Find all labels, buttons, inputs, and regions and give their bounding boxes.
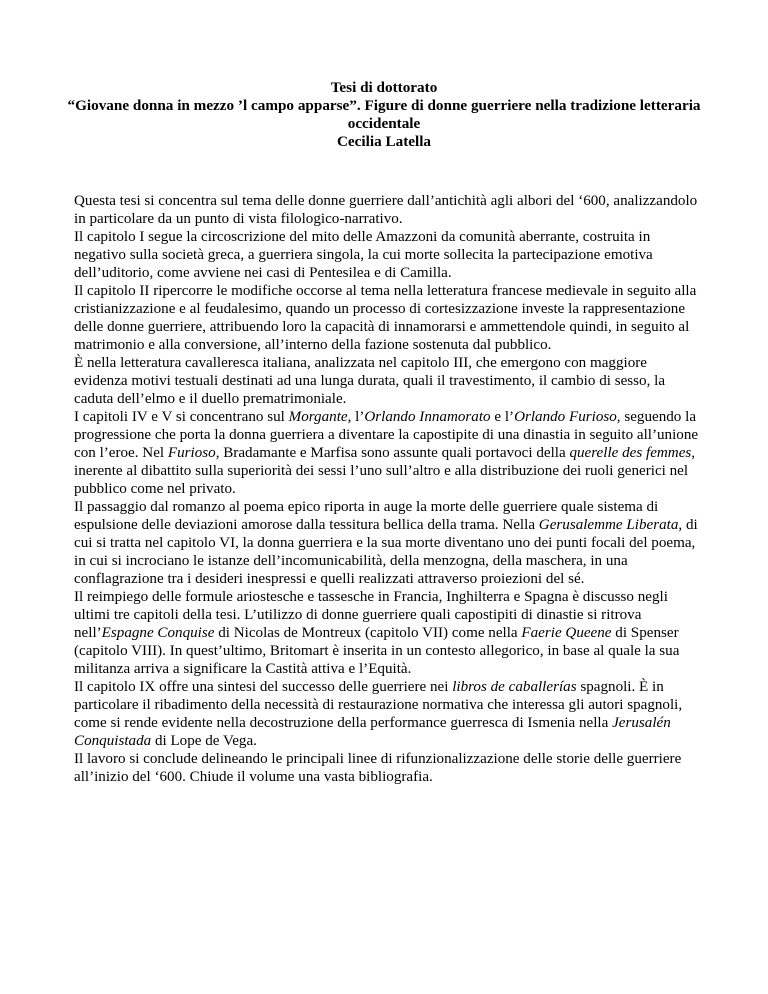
italic-work-title: Gerusalemme Liberata (538, 517, 679, 533)
thesis-title: “Giovane donna in mezzo ’l campo apparse”. Figure di donne guerriere nella tradizione letteraria occidentale (67, 97, 701, 132)
italic-work-title: Jerusalén Conquistada (74, 715, 671, 749)
italic-work-title: Morgante (288, 409, 348, 425)
thesis-type-label: Tesi di dottorato (330, 79, 438, 96)
paragraph-text: , di cui si tratta nel capitolo VI, la donna guerriera e la sua morte diventano uno dei punti focali del poema, in cui si incrociano le istanze dell’incomunicabilità, della menzogna, della maschera, in una conflagrazione tra i desideri inespressi e quelli realizzati attraverso proiezioni del sé. (74, 517, 698, 587)
paragraph-text: Il reimpiego delle formule ariostesche e tassesche in Francia, Inghilterra e Spagna è discusso negli ultimi tre capitoli della tesi. L’utilizzo di donne guerriere quali capostipiti di dinastie si ritrova nell’ (74, 589, 668, 641)
abstract-body (74, 192, 700, 786)
italic-work-title: Furioso (167, 445, 216, 461)
abstract-paragraph (74, 498, 700, 588)
abstract-paragraph (74, 678, 700, 750)
italic-work-title: querelle des femmes (569, 445, 692, 461)
paragraph-text: Il capitolo II ripercorre le modifiche occorse al tema nella letteratura francese medievale in seguito alla cristianizzazione e al feudalesimo, quando un processo di cortesizzazione investe la rappresentazione delle donne guerriere, attribuendo loro la capacità di innamorarsi e ammettendole quindi, in seguito al matrimonio e alla conversione, all’interno della fazione sostenuta dal pubblico. (74, 283, 697, 353)
paragraph-text: Il passaggio dal romanzo al poema epico riporta in auge la morte delle guerriere quale sistema di espulsione delle deviazioni amorose dalla tessitura bellica della trama. Nella (74, 499, 659, 533)
abstract-paragraph (74, 588, 700, 678)
paragraph-text: , l’ (347, 409, 365, 425)
abstract-paragraph (74, 750, 700, 786)
italic-work-title: libros de caballerías (452, 679, 577, 695)
paragraph-text: e l’ (490, 409, 515, 425)
paragraph-text: , Bradamante e Marfisa sono assunte quali portavoci della (215, 445, 570, 461)
paragraph-text: spagnoli. È in particolare il ribadimento della necessità di restaurazione normativa che interessa gli autori spagnoli, come si rende evidente nella decostruzione della performance guerresca di Ismenia nella (74, 679, 683, 731)
paragraph-text: Questa tesi si concentra sul tema delle donne guerriere dall’antichità agli albori del ‘600, analizzandolo in particolare da un punto di vista filologico-narrativo. (74, 193, 698, 227)
abstract-paragraph (74, 228, 700, 282)
abstract-paragraph (74, 408, 700, 498)
abstract-paragraph (74, 192, 700, 228)
paragraph-text: Il lavoro si conclude delineando le principali linee di rifunzionalizzazione delle storie delle guerriere all’inizio del ‘600. Chiude il volume una vasta bibliografia. (74, 751, 682, 785)
paragraph-text: di Nicolas de Montreux (capitolo VII) come nella (214, 625, 522, 641)
paragraph-text: di Lope de Vega. (151, 733, 257, 749)
italic-work-title: Orlando Furioso (514, 409, 617, 425)
italic-work-title: Espagne Conquise (101, 625, 215, 641)
thesis-author: Cecilia Latella (336, 133, 432, 150)
italic-work-title: Orlando Innamorato (364, 409, 491, 425)
paragraph-text: Il capitolo IX offre una sintesi del successo delle guerriere nei (74, 679, 453, 695)
paragraph-text: , seguendo la progressione che porta la donna guerriera a diventare la capostipite di una dinastia in seguito all’unione con l’eroe. Nel (74, 409, 699, 461)
paragraph-text: di Spenser (capitolo VIII). In quest’ultimo, Britomart è inserita in un contesto allegorico, in base al quale la sua militanza arriva a significare la Castità attiva e l’Equità. (74, 625, 680, 677)
paragraph-text: I capitoli IV e V si concentrano sul (74, 409, 289, 425)
paragraph-text: È nella letteratura cavalleresca italiana, analizzata nel capitolo III, che emergono con maggiore evidenza motivi testuali destinati ad una lunga durata, quali il travestimento, il cambio di sesso, la caduta dell’elmo e il duello prematrimoniale. (74, 355, 666, 407)
paragraph-text: Il capitolo I segue la circoscrizione del mito delle Amazzoni da comunità aberrante, costruita in negativo sulla società greca, a guerriera singola, la cui morte sollecita la partecipazione emotiva dell’uditorio, come avviene nei casi di Pentesilea e di Camilla. (74, 229, 653, 281)
abstract-paragraph (74, 282, 700, 354)
document-header (40, 79, 728, 151)
italic-work-title: Faerie Queene (521, 625, 612, 641)
paragraph-text: , inerente al dibattito sulla superiorità dei sessi l’uno sull’altro e alla distribuzione dei ruoli generici nel pubblico come nel privato. (74, 445, 696, 497)
abstract-paragraph (74, 354, 700, 408)
